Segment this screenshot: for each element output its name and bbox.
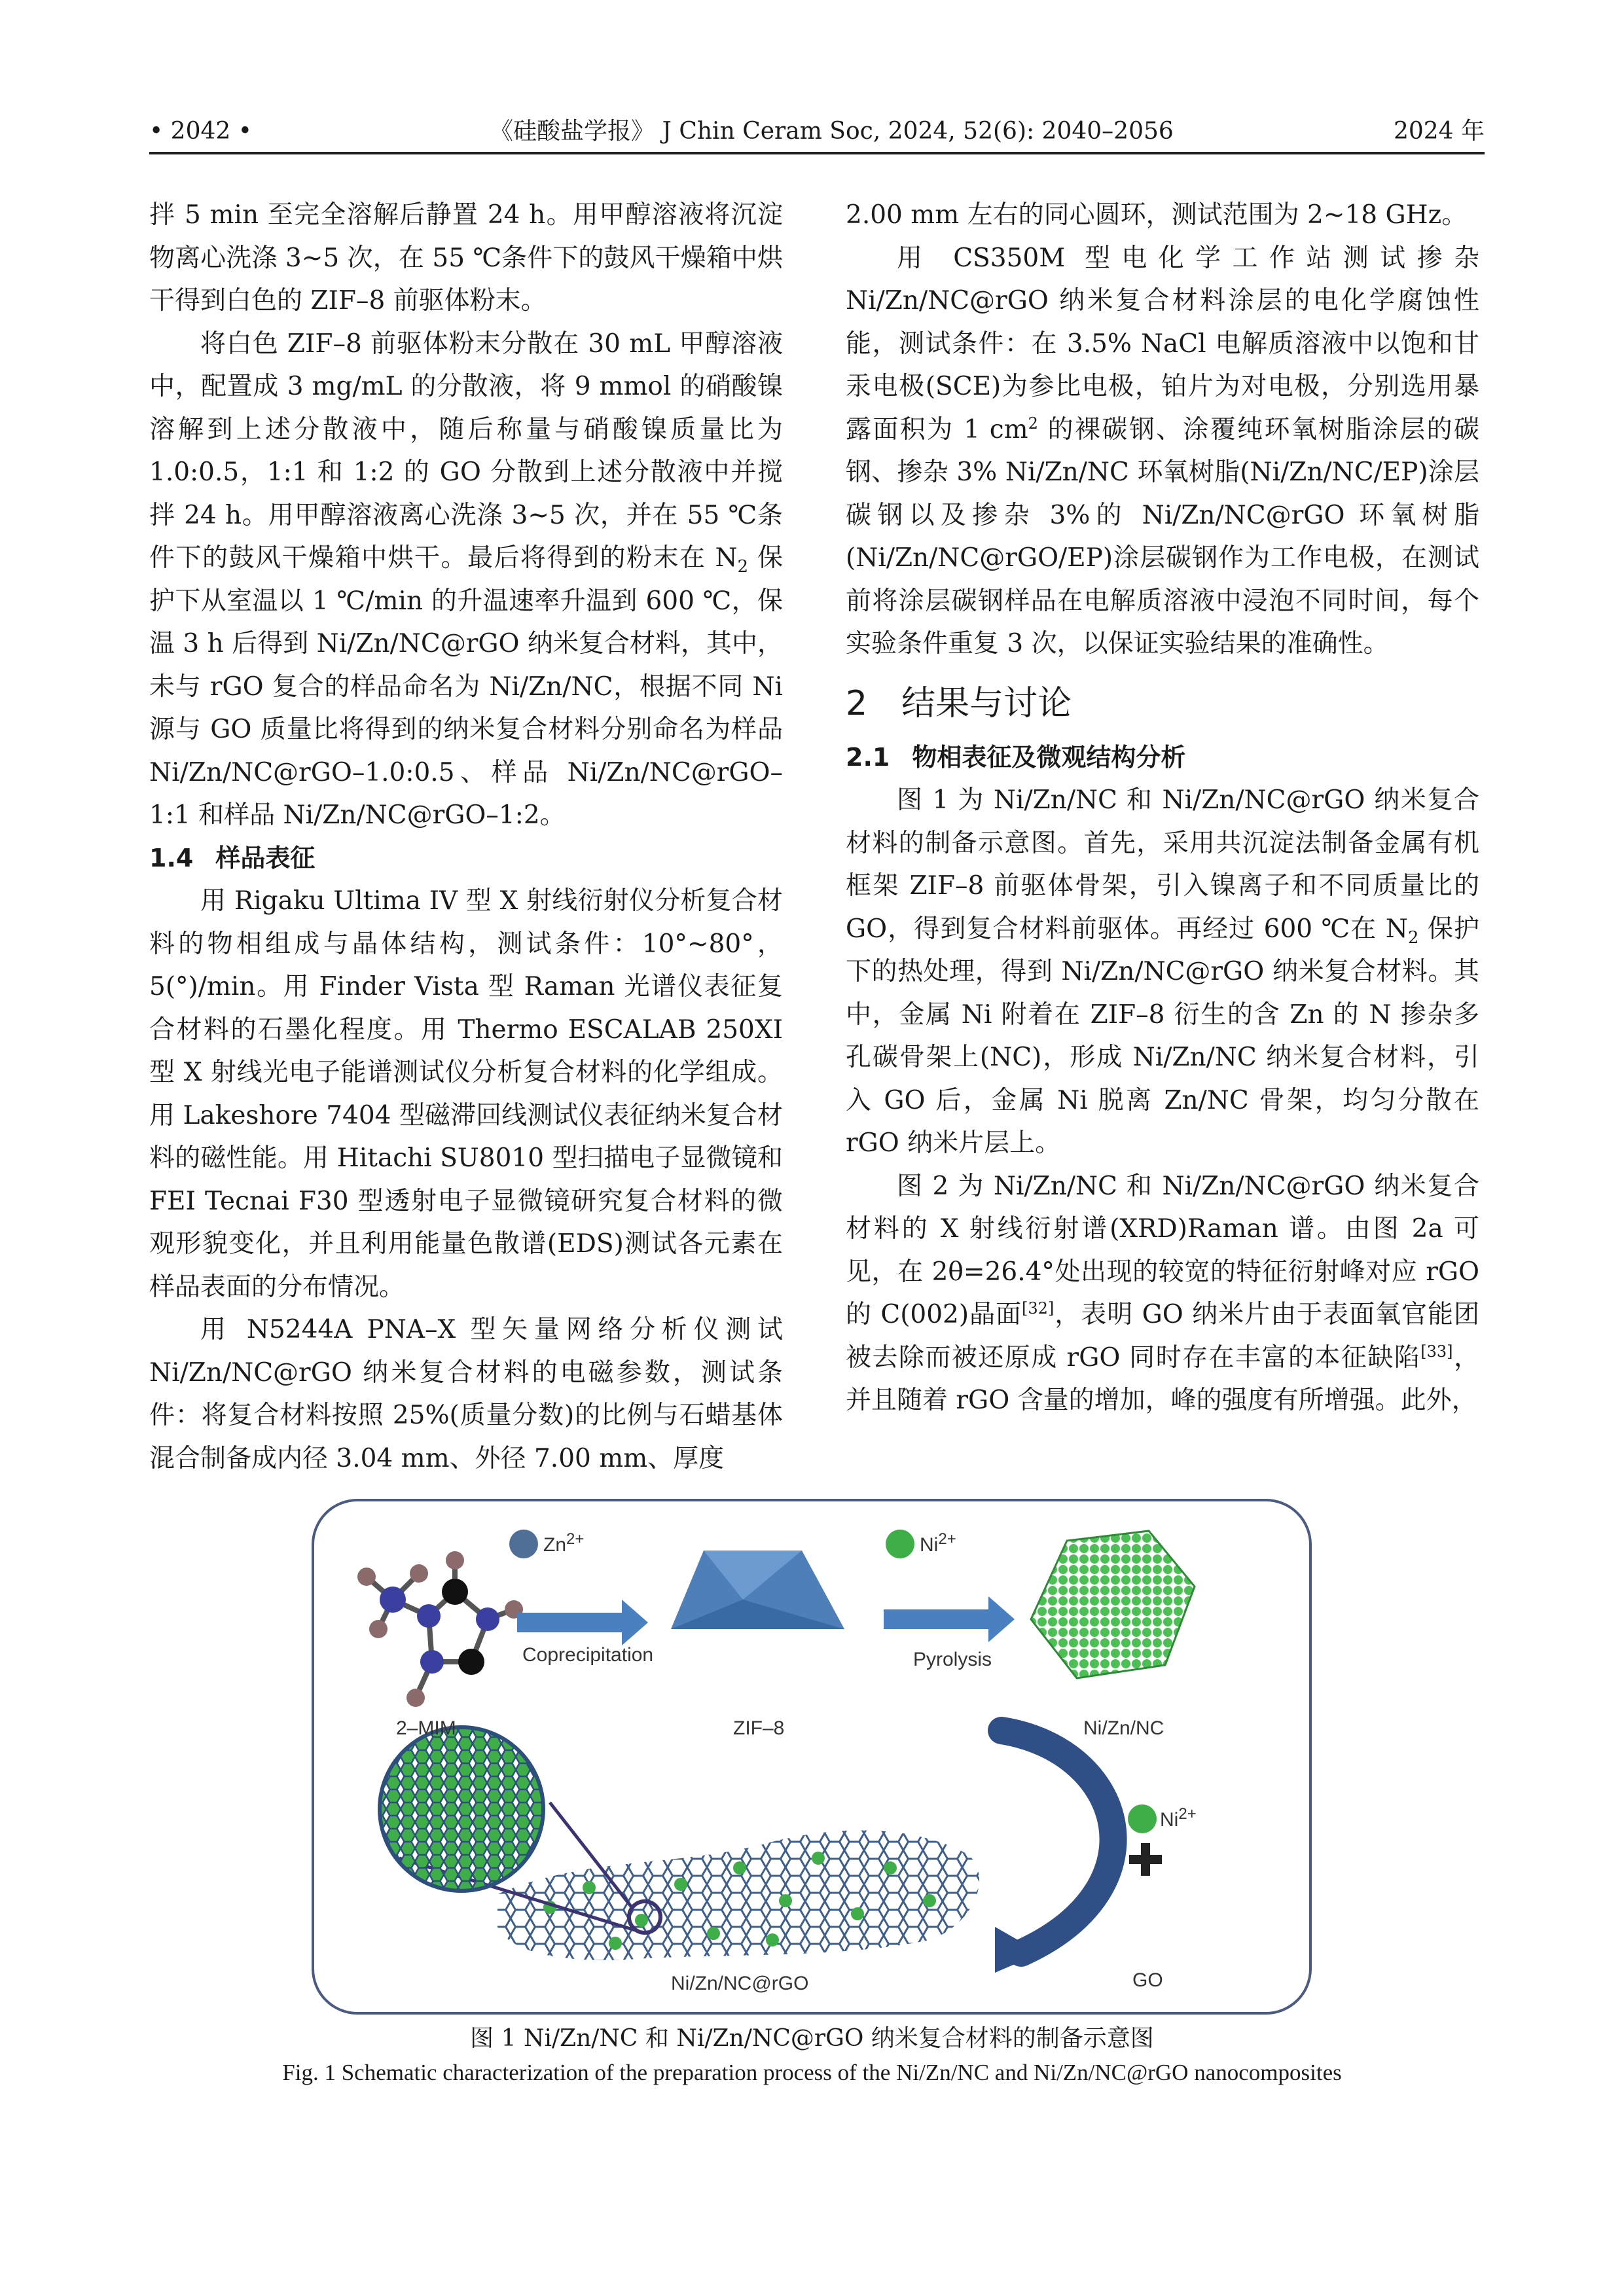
- ni-zn-nc-polyhedron-icon: [1031, 1531, 1195, 1678]
- label-pyrolysis: Pyrolysis: [913, 1649, 992, 1670]
- rgo-sheet: [497, 1831, 979, 1960]
- paragraph: 拌 5 min 至完全溶解后静置 24 h。用甲醇溶液将沉淀物离心洗涤 3~5 次，在 55 ℃条件下的鼓风干燥箱中烘干得到白色的 ZIF–8 前驱体粉末。: [149, 200, 783, 315]
- figure-1-schematic: [312, 1499, 1312, 2015]
- paragraph: 图 2 为 Ni/Zn/NC 和 Ni/Zn/NC@rGO 纳米复合材料的 X 射线衍射谱(XRD)Raman 谱。由图 2a 可见，在 2θ=26.4°处出现的较宽的特征衍射峰对应 rGO 的 C(002)晶面[32]，表明 GO 纳米片由于表面氧官能团被去除而被还原成 rGO 同时存在丰富的本征缺陷[33]，并且随着 rGO 含量的增加，峰的强度有所增强。此外，: [846, 1171, 1480, 1415]
- schematic-drawing: [314, 1501, 1309, 2012]
- paragraph: 图 1 为 Ni/Zn/NC 和 Ni/Zn/NC@rGO 纳米复合材料的制备示意图。首先，采用共沉淀法制备金属有机框架 ZIF–8 前驱体骨架，引入镍离子和不同质量比的 GO，得到复合材料前驱体。再经过 600 ℃在 $N_2$ 保护下的热处理，得到 Ni/Zn/NC@rGO 纳米复合材料。其中，金属 Ni 附着在 ZIF–8 衍生的含 Zn 的 N 掺杂多孔碳骨架上(NC)，形成 Ni/Zn/NC 纳米复合材料，引入 GO 后，金属 Ni 脱离 Zn/NC 骨架，均匀分散在 rGO 纳米片层上。: [846, 785, 1479, 1158]
- paragraph: 用 N5244A PNA–X 型矢量网络分析仪测试 Ni/Zn/NC@rGO 纳米复合材料的电磁参数，测试条件：将复合材料按照 25%(质量分数)的比例与石蜡基体混合制备成内径 3.04 mm、外径 7.00 mm、厚度: [149, 1315, 783, 1473]
- 2-mim-molecule: [357, 1551, 523, 1707]
- section-heading-1-4: 1.4 样品表征: [149, 843, 316, 872]
- running-header: [149, 115, 1485, 152]
- ni-ion-icon: [1128, 1804, 1157, 1833]
- label-zif-8: ZIF–8: [733, 1717, 785, 1739]
- paragraph: 将白色 ZIF–8 前驱体粉末分散在 30 mL 甲醇溶液中，配置成 3 mg/mL 的分散液，将 9 mmol 的硝酸镍溶解到上述分散液中，随后称量与硝酸镍质量比为 1.0:0.5，1:1 和 1:2 的 GO 分散到上述分散液中并搅拌 24 h。用甲醇溶液离心洗涤 3~5 次，并在 55 ℃条件下的鼓风干燥箱中烘干。最后将得到的粉末在 $N_2$ 保护下从室温以 1 ℃/min 的升温速率升温到 600 ℃，保温 3 h 后得到 Ni/Zn/NC@rGO 纳米复合材料，其中，未与 rGO 复合的样品命名为 Ni/Zn/NC，根据不同 Ni 源与 GO 质量比将得到的纳米复合材料分别命名为样品 Ni/Zn/NC@rGO–1.0:0.5、样品 Ni/Zn/NC@rGO–1:1 和样品 Ni/Zn/NC@rGO–1:2。: [149, 329, 783, 830]
- curved-arrow: [1001, 1731, 1113, 1953]
- header-year: 2024 年: [1393, 118, 1485, 145]
- coprecipitation-arrow: [517, 1600, 648, 1645]
- plus-icon: [1129, 1843, 1162, 1876]
- figure-caption-cn: 图 1 Ni/Zn/NC 和 Ni/Zn/NC@rGO 纳米复合材料的制备示意图: [470, 2025, 1154, 2052]
- page-number: • 2042 •: [149, 118, 252, 145]
- pyrolysis-arrow: [884, 1596, 1015, 1642]
- label-ni-2: $Ni^{2+}$: [1160, 1805, 1197, 1831]
- zif-8-crystal-icon: [671, 1551, 844, 1629]
- label-ni: $Ni^{2+}$: [920, 1530, 956, 1556]
- right-column: [846, 194, 1479, 1422]
- label-coprecipitation: Coprecipitation: [522, 1644, 654, 1666]
- zn-ion-icon: [509, 1530, 538, 1558]
- zoomed-nanocage: [380, 1727, 543, 1891]
- label-zn: $Zn^{2+}$: [543, 1530, 585, 1556]
- paragraph: 用 CS350M 型电化学工作站测试掺杂 Ni/Zn/NC@rGO 纳米复合材料涂层的电化学腐蚀性能，测试条件：在 3.5% NaCl 电解质溶液中以饱和甘汞电极(SCE)为参比电极，铂片为对电极，分别选用暴露面积为 1 $cm^2$ 的裸碳钢、涂覆纯环氧树脂涂层的碳钢、掺杂 3% Ni/Zn/NC 环氧树脂(Ni/Zn/NC/EP)涂层碳钢以及掺杂 3%的 Ni/Zn/NC@rGO 环氧树脂(Ni/Zn/NC@rGO/EP)涂层碳钢作为工作电极，在测试前将涂层碳钢样品在电解质溶液中浸泡不同时间，每个实验条件重复 3 次，以保证实验结果的准确性。: [846, 243, 1479, 658]
- label-ni-zn-nc-rgo: Ni/Zn/NC@rGO: [671, 1973, 809, 1994]
- paragraph: 用 Rigaku Ultima IV 型 X 射线衍射仪分析复合材料的物相组成与晶体结构，测试条件：10°~80°，5(°)/min。用 Finder Vista 型 Raman 光谱仪表征复合材料的石墨化程度。用 Thermo ESCALAB 250XI 型 X 射线光电子能谱测试仪分析复合材料的化学组成。用 Lakeshore 7404 型磁滞回线测试仪表征纳米复合材料的磁性能。用 Hitachi SU8010 型扫描电子显微镜和 FEI Tecnai F30 型透射电子显微镜研究复合材料的微观形貌变化，并且利用能量色散谱(EDS)测试各元素在样品表面的分布情况。: [149, 886, 783, 1302]
- label-go: GO: [1132, 1969, 1163, 1991]
- label-ni-zn-nc: Ni/Zn/NC: [1083, 1717, 1164, 1739]
- paragraph: 2.00 mm 左右的同心圆环，测试范围为 2~18 GHz。: [846, 200, 1468, 230]
- label-2-mim: 2–MIM: [396, 1717, 456, 1739]
- figure-caption-en: Fig. 1 Schematic characterization of the preparation process of the Ni/Zn/NC and Ni/Zn/NC@rGO nanocomposites: [282, 2060, 1342, 2085]
- section-heading-2-1: 2.1 物相表征及微观结构分析: [846, 742, 1186, 772]
- left-column: [149, 194, 783, 1480]
- journal-citation: 《硅酸盐学报》 J Chin Ceram Soc, 2024, 52(6): 2040–2056: [490, 118, 1174, 145]
- section-heading-2: 2 结果与讨论: [846, 683, 1072, 723]
- ni-ion-icon: [886, 1530, 914, 1558]
- header-rule: [149, 152, 1485, 154]
